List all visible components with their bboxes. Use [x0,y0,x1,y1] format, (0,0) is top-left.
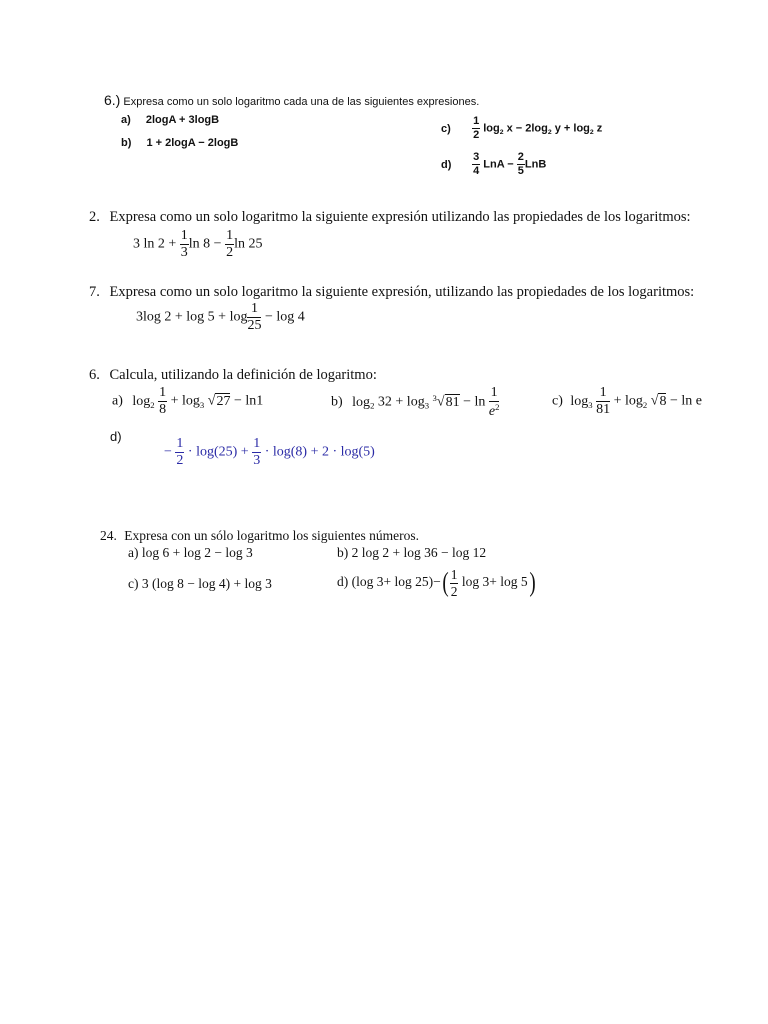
fraction: $\frac{2}{5}$ [517,151,524,177]
fraction: $\frac{1}{e^2}$ [488,385,500,419]
item-d: d) $\frac{3}{4}$ LnA − $\frac{2}{5}$ LnB [441,151,547,177]
exercise-number: 24. [100,528,117,543]
exercise-prompt: Expresa como un solo logaritmo cada una de las siguientes expresiones. [123,96,480,108]
item-label: a) [112,393,123,409]
exercise-7 [89,284,694,301]
exercise-24 [100,528,419,544]
exercise-24-item-d: d) (log 3+ log 25)−( $\frac{1}{2}$ log 3+ log 5) [337,567,536,599]
item-label: c) [441,122,451,135]
fraction: $\frac{1}{8}$ [159,385,167,417]
exercise-6-item-d: − $\frac{1}{2}$ · log(25) + $\frac{1}{3}$ · log(8) + 2 · log(5) [164,436,375,468]
fraction: $\frac{1}{2}$ [176,436,184,468]
exercise-6-item-a: a) $\log_2$ $\frac{1}{8}$ + $\log_3 √27 - \ln 1$ [112,385,264,417]
exercise-number: 7. [89,284,100,300]
item-c: c) $\frac{1}{2}$ $\log_2 x - 2\log_2$ $y + \log_2 z$ [441,115,603,141]
left-paren: ( [442,567,449,598]
exercise-prompt: Expresa como un solo logaritmo la siguiente expresión, utilizando las propiedades de los logaritmos: [109,284,695,300]
exercise-24-item-c: c) 3 (log 8 − log 4) + log 3 [128,576,272,591]
item-expression: 1 + 2logA − 2logB [146,137,239,149]
exercise-7-expression: 3log 2 + log 5 + log $\frac{1}{25}$ − log 4 [136,301,305,333]
item-expression: 2logA + 3logB [145,114,220,126]
item-label: a) [121,114,131,126]
exercise-number: 6.) [104,92,121,108]
item-a [121,114,219,126]
exercise-2 [89,209,691,226]
exercise-6-top [104,92,479,108]
exercise-6-item-b: b) $\log_2 32 + \log_3 ^3√81 - \ln$ $\frac{1}{e^2}$ [331,385,500,419]
fraction: $\frac{1}{2}$ [450,567,458,599]
exercise-prompt: Expresa con un sólo logaritmo los siguientes números. [124,528,419,543]
exercise-2-expression: 3 ln 2 + $\frac{1}{3}$ ln 8 − $\frac{1}{2}$ ln 25 [133,228,263,260]
right-paren: ) [528,567,536,598]
fraction: $\frac{1}{25}$ [247,301,262,333]
fraction: $\frac{1}{3}$ [253,436,261,468]
item-label: d) [441,158,452,171]
exercise-prompt: Calcula, utilizando la definición de logaritmo: [109,367,377,383]
exercise-prompt: Expresa como un solo logaritmo la siguiente expresión utilizando las propiedades de los logaritmos: [109,209,691,225]
exercise-24-item-b: b) 2 log 2 + log 36 − log 12 [337,545,487,560]
item-label: b) [121,137,132,149]
fraction: $\frac{1}{2}$ [226,228,234,260]
exercise-6-item-d-label: d) [110,429,122,444]
fraction: $\frac{3}{4}$ [473,151,480,177]
item-b [121,137,238,149]
exercise-number: 6. [89,367,100,383]
fraction: $\frac{1}{3}$ [180,228,188,260]
item-label: b) [331,394,343,410]
fraction: $\frac{1}{2}$ [473,115,480,141]
item-label: c) [552,393,563,409]
exercise-6 [89,367,377,384]
fraction: $\frac{1}{81}$ [596,385,611,417]
exercise-number: 2. [89,209,100,225]
exercise-24-item-a: a) log 6 + log 2 − log 3 [128,545,253,560]
exercise-6-item-c: c) $\log_3$ $\frac{1}{81}$ + $\log_2 √8 - \ln e$ [552,385,702,417]
